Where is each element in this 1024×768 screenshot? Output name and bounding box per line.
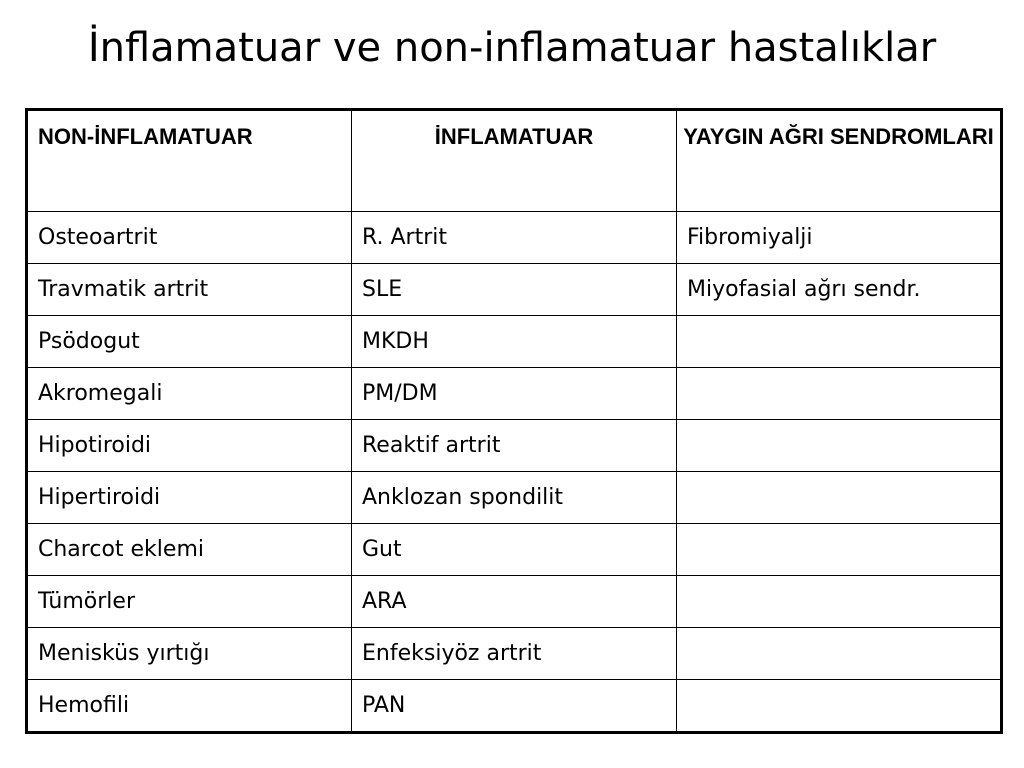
table-row xyxy=(27,420,1002,472)
header-yaygin-agri: YAYGIN AĞRI SENDROMLARI xyxy=(677,110,1002,212)
cell-inflamatuar: PAN xyxy=(352,680,677,733)
table-row xyxy=(27,212,1002,264)
cell-yaygin-agri xyxy=(677,316,1002,368)
cell-yaygin-agri xyxy=(677,472,1002,524)
cell-non-inflamatuar: Psödogut xyxy=(27,316,352,368)
slide-title: İnflamatuar ve non-inflamatuar hastalıklar xyxy=(87,25,937,71)
disease-table xyxy=(25,108,1003,734)
table-row xyxy=(27,576,1002,628)
cell-non-inflamatuar: Charcot eklemi xyxy=(27,524,352,576)
cell-yaygin-agri xyxy=(677,420,1002,472)
cell-inflamatuar: R. Artrit xyxy=(352,212,677,264)
table-row xyxy=(27,680,1002,733)
cell-yaygin-agri xyxy=(677,524,1002,576)
cell-inflamatuar: ARA xyxy=(352,576,677,628)
cell-non-inflamatuar: Travmatik artrit xyxy=(27,264,352,316)
cell-yaygin-agri xyxy=(677,368,1002,420)
cell-inflamatuar: Reaktif artrit xyxy=(352,420,677,472)
cell-inflamatuar: MKDH xyxy=(352,316,677,368)
table-row xyxy=(27,368,1002,420)
cell-yaygin-agri xyxy=(677,628,1002,680)
cell-inflamatuar: SLE xyxy=(352,264,677,316)
cell-non-inflamatuar: Akromegali xyxy=(27,368,352,420)
cell-non-inflamatuar: Tümörler xyxy=(27,576,352,628)
table-row xyxy=(27,524,1002,576)
header-inflamatuar: İNFLAMATUAR xyxy=(352,110,677,212)
cell-non-inflamatuar: Menisküs yırtığı xyxy=(27,628,352,680)
cell-non-inflamatuar: Osteoartrit xyxy=(27,212,352,264)
table-row xyxy=(27,472,1002,524)
cell-yaygin-agri: Miyofasial ağrı sendr. xyxy=(677,264,1002,316)
cell-inflamatuar: PM/DM xyxy=(352,368,677,420)
table-row xyxy=(27,628,1002,680)
cell-yaygin-agri xyxy=(677,680,1002,733)
header-non-inflamatuar: NON-İNFLAMATUAR xyxy=(27,110,352,212)
cell-non-inflamatuar: Hemofili xyxy=(27,680,352,733)
cell-inflamatuar: Anklozan spondilit xyxy=(352,472,677,524)
cell-non-inflamatuar: Hipertiroidi xyxy=(27,472,352,524)
table-row xyxy=(27,316,1002,368)
cell-non-inflamatuar: Hipotiroidi xyxy=(27,420,352,472)
table-header-row xyxy=(27,110,1002,212)
cell-yaygin-agri: Fibromiyalji xyxy=(677,212,1002,264)
cell-inflamatuar: Enfeksiyöz artrit xyxy=(352,628,677,680)
cell-yaygin-agri xyxy=(677,576,1002,628)
cell-inflamatuar: Gut xyxy=(352,524,677,576)
table-row xyxy=(27,264,1002,316)
